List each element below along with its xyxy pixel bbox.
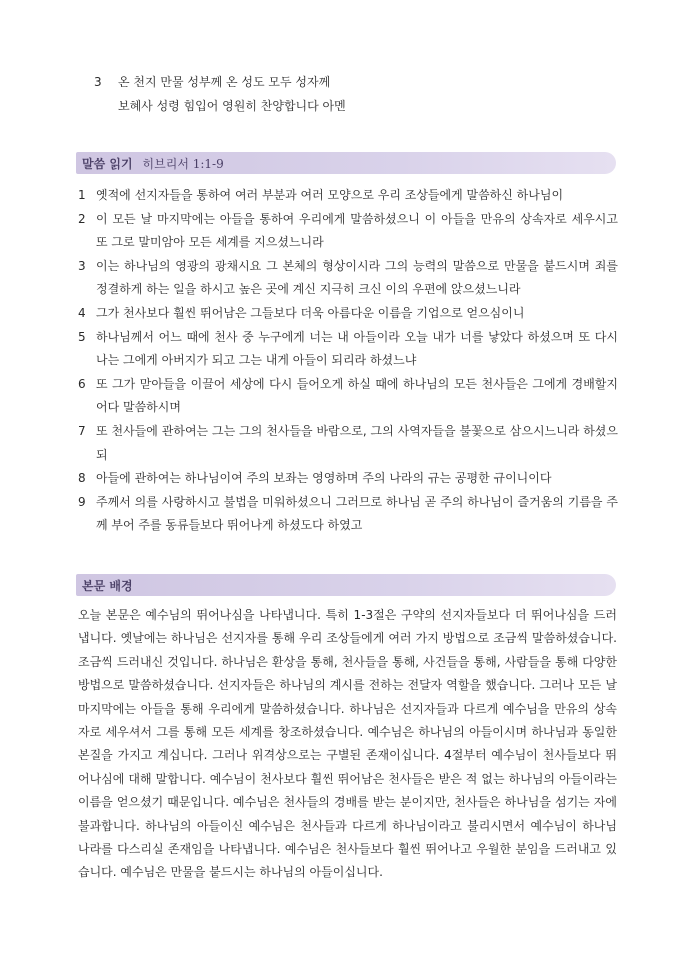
verse-text: 또 그가 맏아들을 이끌어 세상에 다시 들어오게 하실 때에 하나님의 모든 천사들은 그에게 경배할지어다 말씀하시며 bbox=[96, 376, 618, 415]
hymn-stanza bbox=[94, 70, 634, 118]
verse-item bbox=[78, 491, 618, 538]
verse-number: 9 bbox=[78, 494, 86, 509]
verse-item bbox=[78, 326, 618, 373]
verse-text: 이 모든 날 마지막에는 아들을 통하여 우리에게 말씀하셨으니 이 아들을 만유의 상속자로 세우시고 또 그로 말미암아 모든 세계를 지으셨느니라 bbox=[96, 211, 618, 250]
verse-number: 1 bbox=[78, 188, 86, 202]
verse-text: 아들에 관하여는 하나님이여 주의 보좌는 영영하며 주의 나라의 규는 공평한 규이니이다 bbox=[96, 471, 552, 486]
verse-item bbox=[78, 255, 618, 302]
verse-item bbox=[78, 467, 618, 491]
reading-section-header bbox=[76, 152, 616, 174]
verse-item bbox=[78, 208, 618, 255]
scripture-verses bbox=[78, 184, 618, 538]
hymn-verse bbox=[94, 70, 634, 118]
reading-section-title: 말씀 읽기 bbox=[82, 156, 133, 171]
hymn-line: 보혜사 성령 힘입어 영원히 찬양합니다 아멘 bbox=[118, 99, 346, 113]
verse-number: 6 bbox=[78, 376, 86, 391]
verse-item bbox=[78, 184, 618, 208]
verse-text: 주께서 의를 사랑하시고 불법을 미워하셨으니 그러므로 하나님 곧 주의 하나님이 즐거움의 기름을 주께 부어 주를 동류들보다 뛰어나게 하셨도다 하였고 bbox=[96, 494, 618, 533]
verse-text: 하나님께서 어느 때에 천사 중 누구에게 너는 내 아들이라 오늘 내가 너를 낳았다 하셨으며 또 다시 나는 그에게 아버지가 되고 그는 내게 아들이 되리라 하셨느냐 bbox=[96, 329, 618, 368]
reading-scripture-reference: 히브리서 1:1-9 bbox=[142, 156, 224, 171]
hymn-line: 온 천지 만물 성부께 온 성도 모두 성자께 bbox=[118, 75, 331, 89]
verse-number: 2 bbox=[78, 211, 86, 226]
background-section-title: 본문 배경 bbox=[82, 578, 133, 593]
verse-number: 8 bbox=[78, 471, 86, 486]
hymn-stanza-number: 3 bbox=[94, 75, 102, 89]
verse-number: 7 bbox=[78, 423, 86, 438]
background-paragraph: 오늘 본문은 예수님의 뛰어나심을 나타냅니다. 특히 1-3절은 구약의 선지자들보다 더 뛰어나심을 드러냅니다. 옛날에는 하나님은 선지자를 통해 우리 조상들에게 여러 가지 방법으로 조금씩 말씀하셨습니다. 조금씩 드러내신 것입니다. 하나님은 환상을 통해, 천사들을 통해, 사건들을 통해, 사람들을 통해 다양한 방법으로 말씀하셨습니다. 선지자들은 하나님의 계시를 전하는 전달자 역할을 했습니다. 그러나 모든 날 마지막에는 아들을 통해 우리에게 말씀하셨습니다. 하나님은 선지자들과 다르게 예수님을 만유의 상속자로 세우셔서 그를 통해 모든 세계를 창조하셨습니다. 예수님은 하나님의 아들이시며 하나님과 동일한 본질을 가지고 계십니다. 그러나 위격상으로는 구별된 존재이십니다. 4절부터 예수님이 천사들보다 뛰어나심에 대해 말합니다. 예수님이 천사보다 훨씬 뛰어남은 천사들은 받은 적 없는 하나님의 아들이라는 이름을 얻으셨기 때문입니다. 예수님은 천사들의 경배를 받는 분이지만, 천사들은 하나님을 섬기는 자에 불과합니다. 하나님의 아들이신 예수님은 천사들과 다르게 하나님이라고 불리시면서 예수님이 하나님 나라를 다스리실 존재임을 나타냅니다. 예수님은 천사들보다 훨씬 뛰어나고 우월한 분임을 드러내고 있습니다. 예수님은 만물을 붙드시는 하나님의 아들이십니다. bbox=[78, 608, 617, 880]
background-section-header bbox=[76, 574, 616, 596]
verse-item bbox=[78, 373, 618, 420]
verse-number: 5 bbox=[78, 329, 86, 344]
verse-text: 옛적에 선지자들을 통하여 여러 부분과 여러 모양으로 우리 조상들에게 말씀하신 하나님이 bbox=[96, 188, 564, 202]
verse-number: 3 bbox=[78, 258, 86, 273]
verse-text: 그가 천사보다 훨씬 뛰어남은 그들보다 더욱 아름다운 이름을 기업으로 얻으심이니 bbox=[96, 305, 525, 320]
verse-text: 또 천사들에 관하여는 그는 그의 천사들을 바람으로, 그의 사역자들을 불꽃으로 삼으시느니라 하셨으되 bbox=[96, 423, 618, 462]
verse-item bbox=[78, 302, 618, 326]
verse-item bbox=[78, 420, 618, 467]
verse-text: 이는 하나님의 영광의 광채시요 그 본체의 형상이시라 그의 능력의 말씀으로 만물을 붙드시며 죄를 정결하게 하는 일을 하시고 높은 곳에 계신 지극히 크신 이의 우편에 앉으셨느니라 bbox=[96, 258, 618, 297]
hymn-lines bbox=[118, 70, 634, 118]
verse-number: 4 bbox=[78, 305, 86, 320]
